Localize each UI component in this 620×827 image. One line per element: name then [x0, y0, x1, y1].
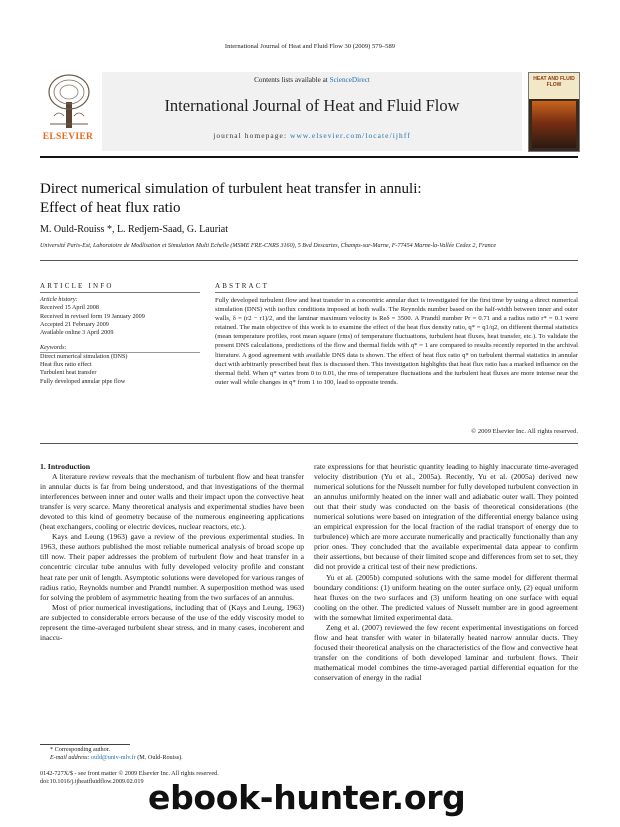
homepage-prefix: journal homepage: [213, 131, 291, 140]
paragraph: Most of prior numerical investigations, including that of (Kays and Leung, 1963) are subjected to considerable errors because of the use of the eddy viscosity model to represent the time-averaged turbulent shear stress, and in many cases, incoherent and inaccu- [40, 602, 304, 642]
footnote [50, 746, 300, 762]
cover-image [532, 101, 576, 148]
doi-line: doi:10.1016/j.ijheatfluidflow.2009.02.019 [40, 778, 144, 785]
keywords-heading: Keywords: [40, 344, 67, 352]
journal-title: International Journal of Heat and Fluid Flow [164, 96, 460, 115]
tree-icon [46, 72, 92, 130]
journal-homepage [102, 131, 522, 140]
paragraph: Yu et al. (2005b) computed solutions with the same model for different thermal boundary conditions: (1) uniform heating on the outer surface only, (2) equal uniform heat fluxes on the two surfaces and (3) uniform heating on one surface with equal cooling on the other. The predicted values of Nusselt number are in good agreement with the somewhat limited experimental data. [314, 572, 578, 622]
section-heading: 1. Introduction [40, 462, 91, 471]
history-heading: Article history: [40, 296, 78, 303]
article-info-rule [40, 292, 200, 293]
elsevier-wordmark: ELSEVIER [42, 132, 94, 142]
article-info-heading: ARTICLE INFO [40, 282, 114, 290]
contents-line [102, 76, 522, 84]
issn-line: 0142-727X/$ - see front matter © 2009 Elsevier Inc. All rights reserved. [40, 770, 219, 777]
abstract-rule [215, 292, 578, 293]
body-column-right [314, 462, 578, 683]
email-link[interactable]: ould@univ-mlv.fr [91, 754, 136, 761]
contents-prefix: Contents lists available at [254, 76, 330, 84]
footnote-rule [40, 744, 130, 745]
history-item: Accepted 21 February 2009 [40, 320, 109, 328]
paragraph: rate expressions for that heuristic quantity leading to highly inaccurate time-averaged velocity distribution (Yu et al., 2005a). Recently, Yu et al. (2005a) derived new numerical solutions for the Nusselt number for fully developed turbulent convection in an annulus uniformly heated on the inner wall and adiabatic outer wall. They pointed out that their study was conducted on the basis of theoretical considerations (the numerical solutions were based on integration of the differential energy balance using an empirical expression for the local fraction of the radial transport of energy due to turbulence) which are more accurate numerically and practically functionally than any prior ones. They concluded that the available experimental data appear to confirm their assertions, but because of their limited scope and differences from set to set, they did not provide a critical test of their new predictions. [314, 462, 578, 572]
paragraph: Zeng et al. (2007) reviewed the few recent experimental investigations on forced flow and heat transfer with water in bilaterally heated narrow annular ducts. They focused their theoretical analysis on the characteristics of the flow and convective heat transfer on the conditions of both developed laminar and turbulent flows. Their mathematical model combines the time-averaged partial differential equation for the conservation of energy in the radial [314, 622, 578, 682]
sciencedirect-link[interactable]: ScienceDirect [329, 76, 370, 84]
running-header: International Journal of Heat and Fluid Flow 30 (2009) 579–589 [224, 43, 396, 50]
keyword-item: Direct numerical simulation (DNS) [40, 352, 128, 360]
email-prefix: E-mail address: [50, 754, 92, 761]
keyword-item: Fully developed annular pipe flow [40, 377, 126, 385]
title-rule [40, 260, 578, 261]
article-info [40, 296, 205, 386]
paragraph: A literature review reveals that the mechanism of turbulent flow and heat transfer in annular ducts is far from being understood, and that investigations of the thermal interferences between inner and outer walls and their impact upon the convective heat transfer is very scarce. Many theoretical analysis and experimental studies have been devoted to this kind of geometry because of the numerous engineering applications (heat exchangers, cooling or electric devices, nuclear reactors, etc.). [40, 472, 304, 532]
copyright: © 2009 Elsevier Inc. All rights reserved. [471, 428, 578, 435]
cover-title: HEAT AND FLUID FLOW [533, 76, 575, 88]
authors: M. Ould-Rouiss *, L. Redjem-Saad, G. Lauriat [40, 224, 229, 235]
keyword-item: Heat flux ratio effect [40, 361, 92, 369]
affiliation: Université Paris-Est, Laboratoire de Modlisation et Simulation Multi Echelle (MSME FRE-CNRS 3160), 5 Bvd Descartes, Champs-sur-Marne, F-77454 Marne-la-Vallée Cedex 2, France [40, 243, 497, 249]
watermark: ebook-hunter.org [148, 778, 466, 817]
abstract-heading: ABSTRACT [215, 282, 270, 290]
header-rule [40, 156, 578, 158]
elsevier-logo [40, 72, 96, 148]
keyword-item: Turbulent heat transfer [40, 369, 97, 377]
journal-cover [528, 72, 580, 152]
article-title: Direct numerical simulation of turbulent heat transfer in annuli: Effect of heat flux ratio [40, 181, 422, 216]
abstract-text: Fully developed turbulent flow and heat transfer in a concentric annular duct is investigated for the first time by using a direct numerical simulation (DNS) with isoflux conditions imposed at both walls. The Reynolds number based on the half-width between inner and outer walls, δ = (r2 − r1)/2, and the laminar maximum velocity is Reδ = 3500. A Prandtl number Pr = 0.71 and a radius ratio r* = 0.1 were retained. The main objective of this work is to examine the effect of the heat flux density ratio, q* = q1/q2, on different thermal statistics (mean temperature profiles, root mean square (rms) of temperature fluctuations, turbulent heat fluxes, heat transfer, etc.). To validate the present DNS calculations, predictions of the flow and thermal fields with q* = 1 are compared to results recently reported in the archival literature. A good agreement with available DNS data is shown. The effect of heat flux ratio q* on turbulent thermal statistics in annular duct with arbitrarily prescribed heat flux is discussed then. This investigation highlights that heat flux ratio has a marked influence on the thermal field. When q* varies from 0 to 0.01, the rms of temperature fluctuations and the turbulent heat fluxes are more intense near the outer wall while changes in q* from 1 to 100, lead to opposite trends. [215, 297, 578, 386]
history-item: Available online 3 April 2009 [40, 329, 114, 337]
paragraph: Kays and Leung (1963) gave a review of the previous experimental studies. In 1963, these authors published the most reliable numerical analysis of broad scope up till now. Their paper addresses the problem of turbulent flow and heat transfer in a concentric circular tube annulus with fully developed velocity profile and constant heat rate per unit of length. Asymptotic solutions were developed for various ranges of radius ratio, Reynolds number and Prandtl number. A superposition method was used for solving the problem of asymmetric heating from the two surfaces of an annulus. [40, 532, 304, 602]
history-item: Received in revised form 19 January 2009 [40, 312, 145, 320]
email-line [50, 754, 300, 762]
body-column-left [40, 462, 304, 643]
article-info-divider [40, 352, 200, 353]
body-rule [40, 443, 578, 444]
history-item: Received 15 April 2008 [40, 304, 99, 312]
corresponding-author: * Corresponding author. [50, 746, 110, 753]
email-suffix: (M. Ould-Rouiss). [135, 754, 183, 761]
homepage-link[interactable]: www.elsevier.com/locate/ijhff [290, 131, 411, 140]
